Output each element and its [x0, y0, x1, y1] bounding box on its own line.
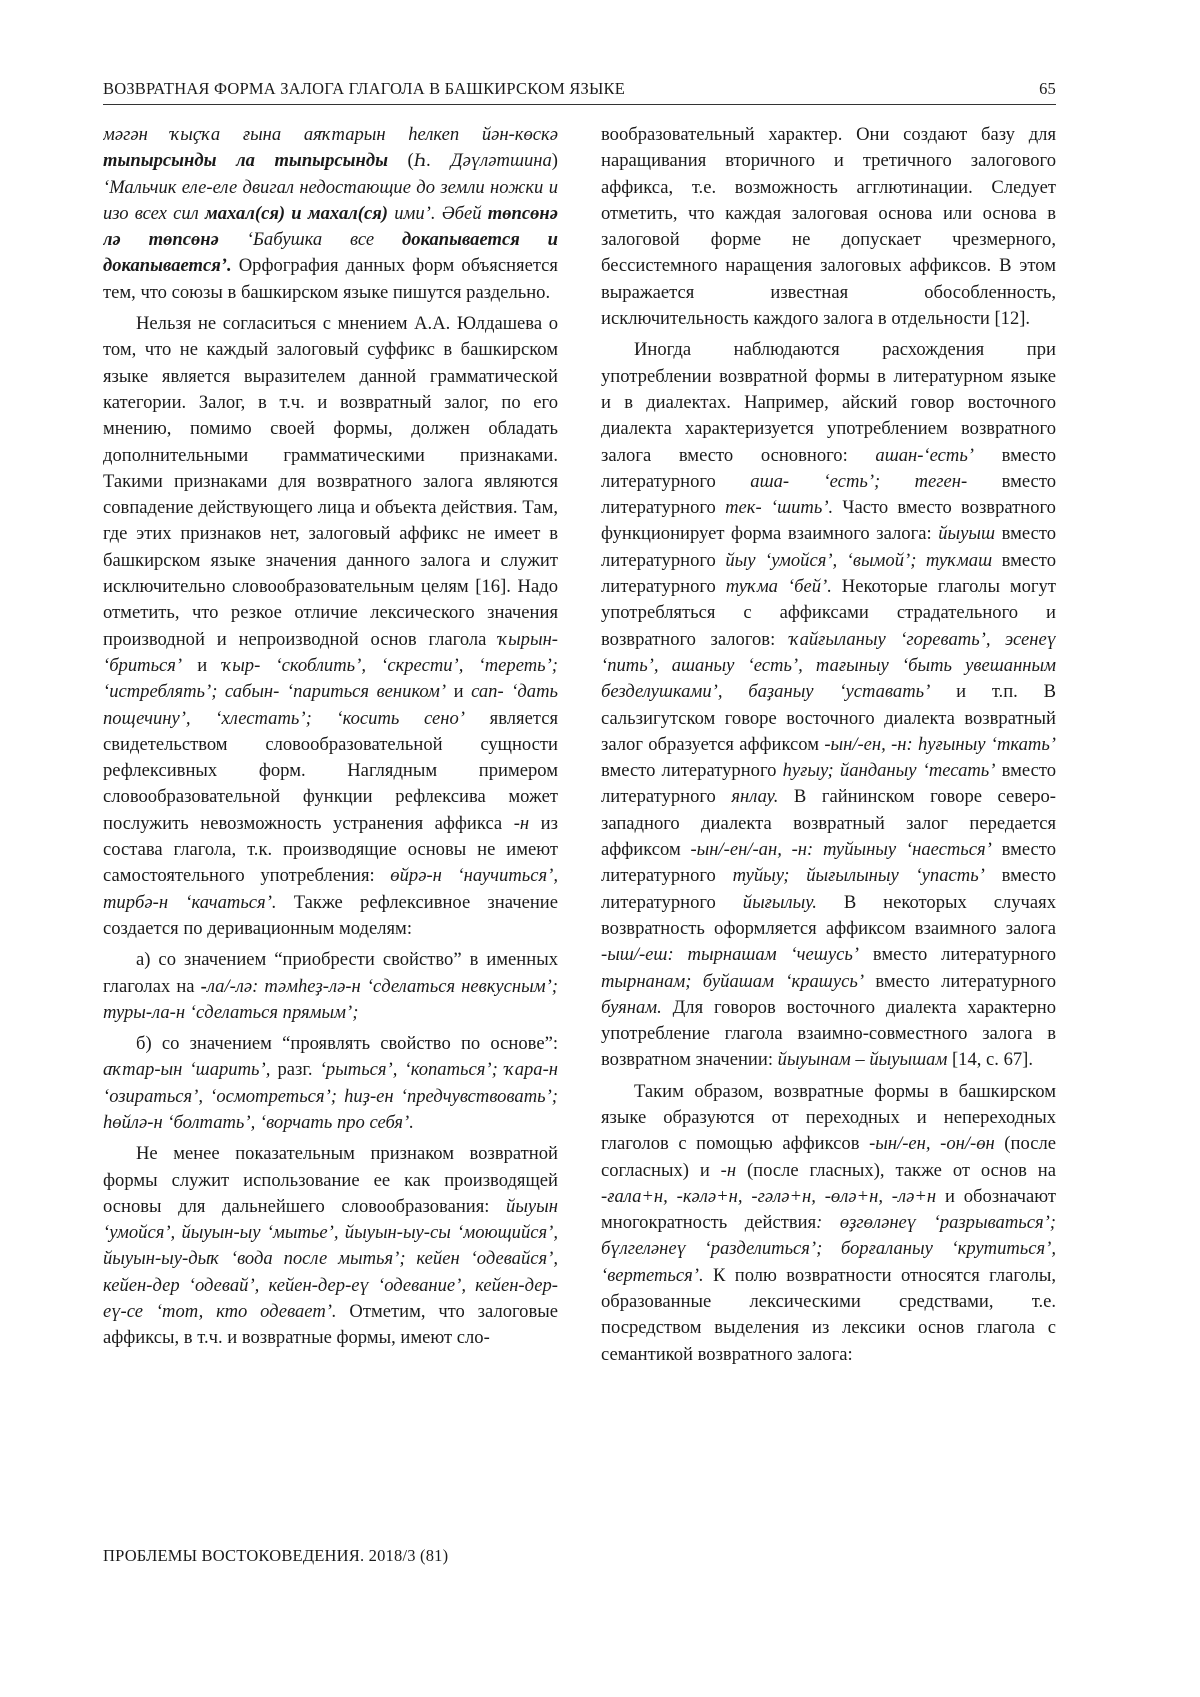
journal-footer: ПРОБЛЕМЫ ВОСТОКОВЕДЕНИЯ. 2018/3 (81): [103, 1546, 449, 1565]
paragraph: б) со значением “проявлять свойство по основе”: аҡтар-ын ‘шарить’, разг. ‘рыться’, ‘копаться’; ҡара-н ‘озираться’, ‘осмотреться’; һиҙ-ен ‘предчувствовать’; һөйлә-н ‘болтать’, ‘ворчать про себя’.: [103, 1033, 558, 1133]
paragraph: Нельзя не согласиться с мнением А.А. Юлдашева о том, что не каждый залоговый суффикс в башкирском языке является выразителем данной грамматической категории. Залог, в т.ч. и возвратный залог, по его мнению, помимо своей формы, должен обладать дополнительными грамматическими признаками. Такими признаками для возвратного залога являются совпадение действующего лица и объекта действия. Там, где этих признаков нет, залоговый аффикс не имеет в башкирском языке значения данного залога и служит исключительно словообразовательным целям [16]. Надо отметить, что резкое отличие лексического значения производной и непроизводной основ глагола ҡырын- ‘бриться’ и ҡыр- ‘скоблить’, ‘скрести’, ‘тереть’; ‘истреблять’; сабын- ‘париться веником’ и сап- ‘дать пощечину’, ‘хлестать’; ‘косить сено’ является свидетельством словообразовательной сущности рефлексивных форм. Наглядным примером словообразовательной функции рефлексива может послужить невозможность устранения аффикса -н из состава глагола, т.к. производящие основы не имеют самостоятельного употребления: өйрә-н ‘научиться’, тирбә-н ‘качаться’. Также рефлексивное значение создается по деривационным моделям:: [103, 313, 558, 939]
paragraph: Иногда наблюдаются расхождения при употреблении возвратной формы в литературном языке и в диалектах. Например, айский говор восточного диалекта характеризуется употреблением возвратного залога вместо основного: ашан-‘есть’ вместо литературного аша- ‘есть’; теген- вместо литературного тек- ‘шить’. Часто вместо возвратного функционирует форма взаимного залога: йыуыш вместо литературного йыу ‘умойся’, ‘вымой’; туҡмаш вместо литературного туҡма ‘бей’. Некоторые глаголы могут употребляться с аффиксами страдательного и возвратного залогов: ҡайғыланыу ‘горевать’, эсенеү ‘пить’, ашаныу ‘есть’, тағыныу ‘быть увешанным безделушками’, баҙаныу ‘уставать’ и т.п. В сальзигутском говоре восточного диалекта возвратный залог образуется аффиксом -ын/-ен, -н: һуғыныу ‘ткать’ вместо литературного һуғыу; йанданыу ‘тесать’ вместо литературного янлау. В гайнинском говоре северо-западного диалекта возвратный залог передается аффиксом -ын/-ен/-ан, -н: туйыныу ‘наесться’ вместо литературного туйыу; йығылыныу ‘упасть’ вместо литературного йығылыу. В некоторых случаях возвратность оформляется аффиксом взаимного залога -ыш/-еш: тырнашам ‘чешусь’ вместо литературного тырнанам; буйашам ‘крашусь’ вместо литературного буянам. Для говоров восточного диалекта характерно употребление глагола взаимно-совместного залога в возвратном значении: йыуынам – йыуышам [14, с. 67].: [601, 339, 1056, 1071]
paragraph: вообразовательный характер. Они создают базу для наращивания вторичного и третичного залогового аффикса, т.е. возможность агглютинации. Следует отметить, что каждая залоговая основа или основа в залоговой форме не допускает чрезмерного, бессистемного наращения залоговых аффиксов. В этом выражается известная обособленность, исключительность каждого залога в отдельности [12].: [601, 124, 1056, 330]
running-title: ВОЗВРАТНАЯ ФОРМА ЗАЛОГА ГЛАГОЛА В БАШКИРСКОМ ЯЗЫКЕ: [103, 79, 626, 98]
left-column: [103, 122, 558, 1517]
page-number: 65: [1039, 79, 1056, 98]
paragraph: Таким образом, возвратные формы в башкирском языке образуются от переходных и непереходных глаголов с помощью аффиксов -ын/-ен, -он/-өн (после согласных) и -н (после гласных), также от основ на -ғала+н, -кәлә+н, -гәлә+н, -өлә+н, -лә+н и обозначают многократность действия: өҙгөләнеү ‘разрываться’; бүлгеләнеү ‘разделиться’; борғаланыу ‘крутиться’, ‘вертеться’. К полю возвратности относятся глаголы, образованные лексическими средствами, т.е. посредством выделения из лексики основ глагола с семантикой возвратного залога:: [601, 1080, 1056, 1365]
right-column: [601, 122, 1056, 1517]
running-header: [103, 76, 1056, 105]
paragraph: мәгән ҡыҫҡа ғына аяҡтарын һелкеп йән-көскә тыпырсынды ла тыпырсынды (Һ. Дәүләтшина) ‘Мальчик еле-еле двигал недостающие до земли ножки и изо всех сил махал(ся) и махал(ся) ими’. Әбей төпсөнә лә төпсөнә ‘Бабушка все докапывается и докапывается’. Орфография данных форм объясняется тем, что союзы в башкирском языке пишутся раздельно.: [103, 124, 558, 303]
paragraph: Не менее показательным признаком возвратной формы служит использование ее как производящей основы для дальнейшего словообразования: йыуын ‘умойся’, йыуын-ыу ‘мытье’, йыуын-ыу-сы ‘моющийся’, йыуын-ыу-дыҡ ‘вода после мытья’; кейен ‘одевайся’, кейен-дер ‘одевай’, кейен-дер-еү ‘одевание’, кейен-дер-еү-се ‘тот, кто одевает’. Отметим, что залоговые аффиксы, в т.ч. и возвратные формы, имеют сло-: [103, 1143, 558, 1349]
paragraph: а) со значением “приобрести свойство” в именных глаголах на -ла/-лә: тәмһеҙ-лә-н ‘сделаться невкусным’; туры-ла-н ‘сделаться прямым’;: [103, 949, 558, 1023]
